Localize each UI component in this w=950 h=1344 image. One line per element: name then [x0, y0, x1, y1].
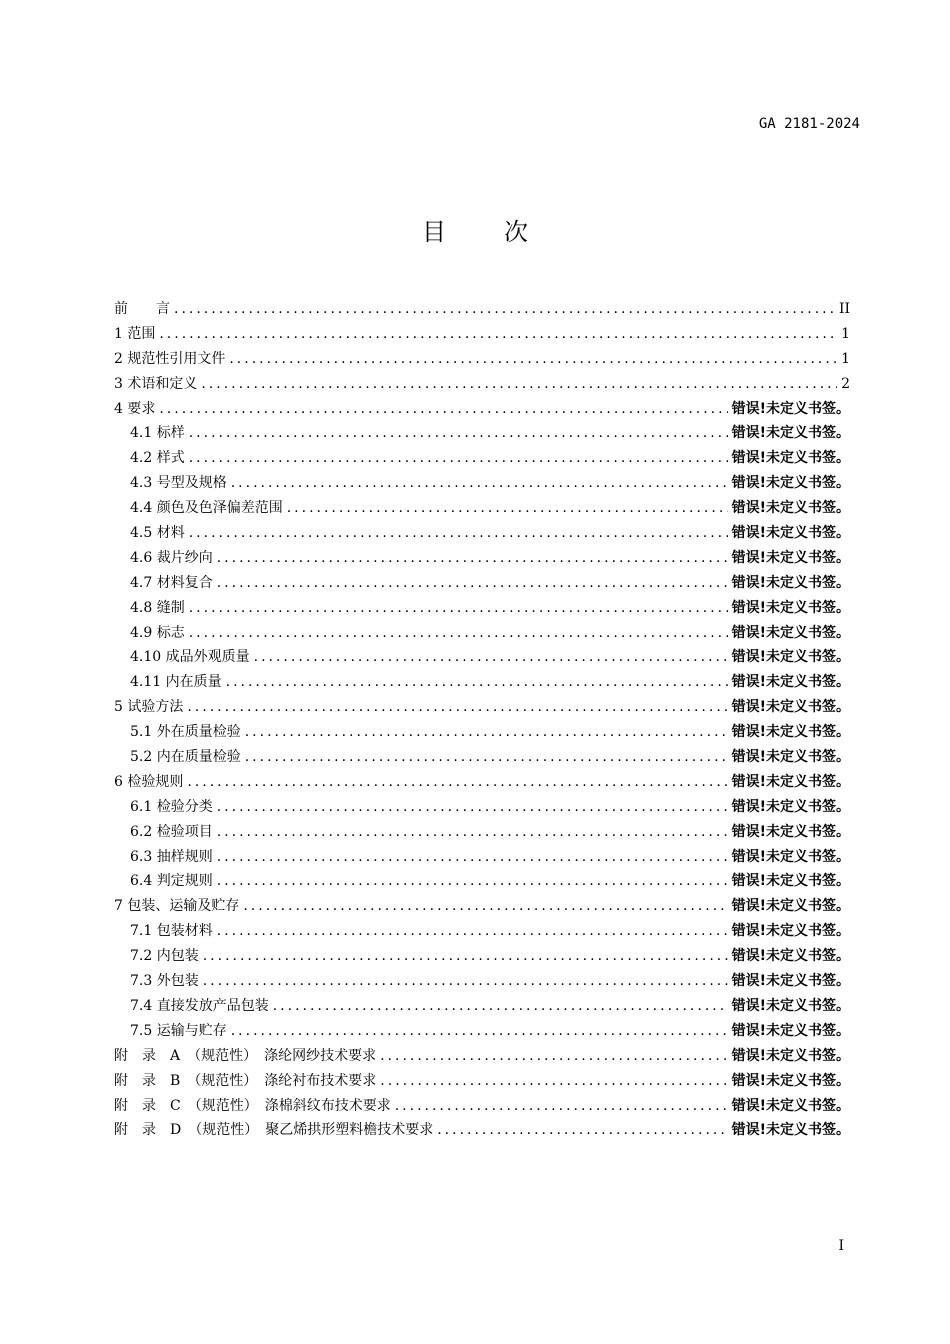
toc-entry-label: 5.1 外在质量检验 [130, 724, 241, 741]
toc-entry-error-text: 错误!未定义书签。 [731, 1097, 850, 1114]
toc-entry-label: 6.1 检验分类 [130, 798, 213, 815]
toc-entry-label: 前 言 [114, 301, 170, 317]
toc-entry[interactable] [114, 1095, 850, 1120]
page-title [0, 212, 950, 247]
toc-entry-error-text: 错误!未定义书签。 [731, 1047, 850, 1064]
toc-entry[interactable] [114, 447, 850, 472]
toc-entry[interactable] [114, 373, 850, 398]
toc-entry-page: 1 [841, 350, 850, 367]
toc-leader-dots [231, 475, 728, 491]
toc-leader-dots [437, 1122, 727, 1138]
toc-leader-dots [273, 998, 728, 1014]
toc-entry[interactable] [114, 1045, 850, 1070]
toc-entry-error-text: 错误!未定义书签。 [731, 724, 850, 741]
toc-leader-dots [217, 824, 728, 840]
toc-entry-label: 6.2 检验项目 [130, 823, 213, 840]
toc-entry-error-text: 错误!未定义书签。 [731, 948, 850, 965]
toc-entry[interactable] [114, 870, 850, 895]
toc-entry[interactable] [114, 646, 850, 671]
toc-entry-error-text: 错误!未定义书签。 [731, 1122, 850, 1139]
toc-leader-dots [217, 575, 728, 591]
toc-entry[interactable] [114, 298, 850, 323]
toc-entry-error-text: 错误!未定义书签。 [731, 599, 850, 616]
toc-leader-dots [187, 774, 727, 790]
toc-entry[interactable] [114, 1020, 850, 1045]
toc-leader-dots [189, 425, 728, 441]
toc-leader-dots [380, 1048, 728, 1064]
toc-entry-label: 4.4 颜色及色泽偏差范围 [130, 500, 283, 517]
toc-entry-error-text: 错误!未定义书签。 [731, 1022, 850, 1039]
toc-entry-error-text: 错误!未定义书签。 [731, 699, 850, 716]
toc-entry[interactable] [114, 696, 850, 721]
toc-leader-dots [380, 1073, 727, 1089]
toc-entry-page: 1 [841, 325, 850, 342]
toc-entry[interactable] [114, 1119, 850, 1144]
toc-entry-label: 附 录 D （规范性） 聚乙烯拱形塑料檐技术要求 [114, 1122, 434, 1139]
toc-entry-label: 7.5 运输与贮存 [130, 1022, 227, 1039]
toc-entry-error-text: 错误!未定义书签。 [731, 425, 850, 442]
table-of-contents [114, 298, 850, 1144]
toc-entry-error-text: 错误!未定义书签。 [731, 674, 850, 691]
toc-leader-dots [229, 351, 837, 367]
toc-entry-label: 5.2 内在质量检验 [130, 749, 241, 766]
toc-entry-label: 4.6 裁片纱向 [130, 549, 213, 566]
toc-entry-error-text: 错误!未定义书签。 [731, 848, 850, 865]
toc-entry-error-text: 错误!未定义书签。 [731, 525, 850, 542]
toc-entry-error-text: 错误!未定义书签。 [731, 624, 850, 641]
toc-entry[interactable] [114, 671, 850, 696]
toc-entry-label: 4 要求 [114, 400, 156, 417]
toc-leader-dots [245, 749, 728, 765]
toc-entry-label: 7.1 包装材料 [130, 923, 213, 940]
title-char-2: 次 [504, 218, 528, 246]
toc-entry[interactable] [114, 846, 850, 871]
toc-leader-dots [287, 500, 728, 516]
toc-entry-error-text: 错误!未定义书签。 [731, 450, 850, 467]
toc-entry[interactable] [114, 522, 850, 547]
toc-leader-dots [159, 326, 837, 342]
toc-entry-error-text: 错误!未定义书签。 [731, 773, 850, 790]
toc-entry-error-text: 错误!未定义书签。 [731, 997, 850, 1014]
toc-entry-label: 1 范围 [114, 325, 156, 342]
toc-leader-dots [201, 376, 837, 392]
toc-entry[interactable] [114, 821, 850, 846]
toc-leader-dots [189, 600, 728, 616]
toc-entry-error-text: 错误!未定义书签。 [731, 923, 850, 940]
toc-leader-dots [203, 948, 728, 964]
toc-entry-label: 附 录 C （规范性） 涤棉斜纹布技术要求 [114, 1097, 391, 1114]
toc-entry-label: 7.2 内包装 [130, 948, 199, 965]
toc-entry-label: 4.2 样式 [130, 450, 185, 467]
toc-leader-dots [217, 550, 728, 566]
toc-entry-label: 4.1 标样 [130, 425, 185, 442]
toc-entry-error-text: 错误!未定义书签。 [731, 475, 850, 492]
toc-entry-label: 2 规范性引用文件 [114, 350, 226, 367]
toc-entry-label: 4.8 缝制 [130, 599, 185, 616]
toc-entry[interactable] [114, 398, 850, 423]
toc-entry-label: 3 术语和定义 [114, 375, 198, 392]
toc-leader-dots [217, 873, 728, 889]
toc-entry[interactable] [114, 920, 850, 945]
toc-entry-label: 6 检验规则 [114, 773, 184, 790]
title-char-1: 目 [422, 218, 446, 246]
toc-entry-error-text: 错误!未定义书签。 [731, 549, 850, 566]
toc-leader-dots [189, 625, 728, 641]
toc-entry-label: 4.9 标志 [130, 624, 185, 641]
toc-entry-error-text: 错误!未定义书签。 [731, 500, 850, 517]
toc-entry[interactable] [114, 597, 850, 622]
toc-leader-dots [217, 849, 728, 865]
toc-entry-error-text: 错误!未定义书签。 [731, 823, 850, 840]
toc-entry-error-text: 错误!未定义书签。 [731, 898, 850, 915]
toc-leader-dots [159, 401, 727, 417]
toc-entry-label: 4.11 内在质量 [130, 674, 222, 691]
toc-entry-error-text: 错误!未定义书签。 [731, 574, 850, 591]
toc-entry-label: 附 录 B （规范性） 涤纶衬布技术要求 [114, 1072, 377, 1089]
toc-entry-label: 附 录 A （规范性） 涤纶网纱技术要求 [114, 1047, 377, 1064]
toc-entry-page: 2 [841, 375, 850, 392]
toc-entry-label: 4.7 材料复合 [130, 574, 213, 591]
toc-entry[interactable] [114, 746, 850, 771]
toc-entry[interactable] [114, 895, 850, 920]
toc-entry-page: II [838, 301, 850, 317]
toc-entry[interactable] [114, 472, 850, 497]
toc-entry-error-text: 错误!未定义书签。 [731, 973, 850, 990]
toc-entry-label: 6.3 抽样规则 [130, 848, 213, 865]
toc-leader-dots [174, 301, 835, 317]
toc-entry-label: 5 试验方法 [114, 699, 184, 716]
toc-entry[interactable] [114, 995, 850, 1020]
toc-leader-dots [254, 649, 728, 665]
toc-entry-label: 7 包装、运输及贮存 [114, 898, 240, 915]
toc-leader-dots [189, 525, 728, 541]
toc-entry[interactable] [114, 323, 850, 348]
toc-leader-dots [203, 973, 728, 989]
toc-entry[interactable] [114, 945, 850, 970]
toc-entry-label: 6.4 判定规则 [130, 873, 213, 890]
toc-entry-label: 4.3 号型及规格 [130, 475, 227, 492]
toc-leader-dots [217, 923, 728, 939]
toc-entry-label: 7.3 外包装 [130, 973, 199, 990]
toc-leader-dots [245, 724, 728, 740]
toc-leader-dots [226, 674, 728, 690]
toc-entry-error-text: 错误!未定义书签。 [731, 798, 850, 815]
toc-leader-dots [187, 699, 727, 715]
toc-entry-error-text: 错误!未定义书签。 [731, 1072, 850, 1089]
toc-entry[interactable] [114, 497, 850, 522]
toc-leader-dots [395, 1098, 728, 1114]
toc-entry[interactable] [114, 970, 850, 995]
toc-entry[interactable] [114, 348, 850, 373]
toc-entry-label: 4.10 成品外观质量 [130, 649, 250, 666]
toc-entry[interactable] [114, 721, 850, 746]
toc-leader-dots [243, 898, 727, 914]
toc-entry-label: 4.5 材料 [130, 525, 185, 542]
toc-entry[interactable] [114, 771, 850, 796]
toc-entry[interactable] [114, 796, 850, 821]
toc-entry-label: 7.4 直接发放产品包装 [130, 997, 269, 1014]
toc-entry[interactable] [114, 422, 850, 447]
toc-entry-error-text: 错误!未定义书签。 [731, 400, 850, 417]
toc-entry[interactable] [114, 572, 850, 597]
toc-leader-dots [231, 1023, 728, 1039]
toc-entry[interactable] [114, 622, 850, 647]
toc-leader-dots [217, 799, 728, 815]
toc-entry[interactable] [114, 1070, 850, 1095]
toc-leader-dots [189, 450, 728, 466]
toc-entry-error-text: 错误!未定义书签。 [731, 749, 850, 766]
document-code: GA 2181-2024 [758, 116, 860, 132]
toc-entry[interactable] [114, 547, 850, 572]
toc-entry-error-text: 错误!未定义书签。 [731, 873, 850, 890]
toc-entry-error-text: 错误!未定义书签。 [731, 649, 850, 666]
page-number: I [838, 1238, 844, 1254]
